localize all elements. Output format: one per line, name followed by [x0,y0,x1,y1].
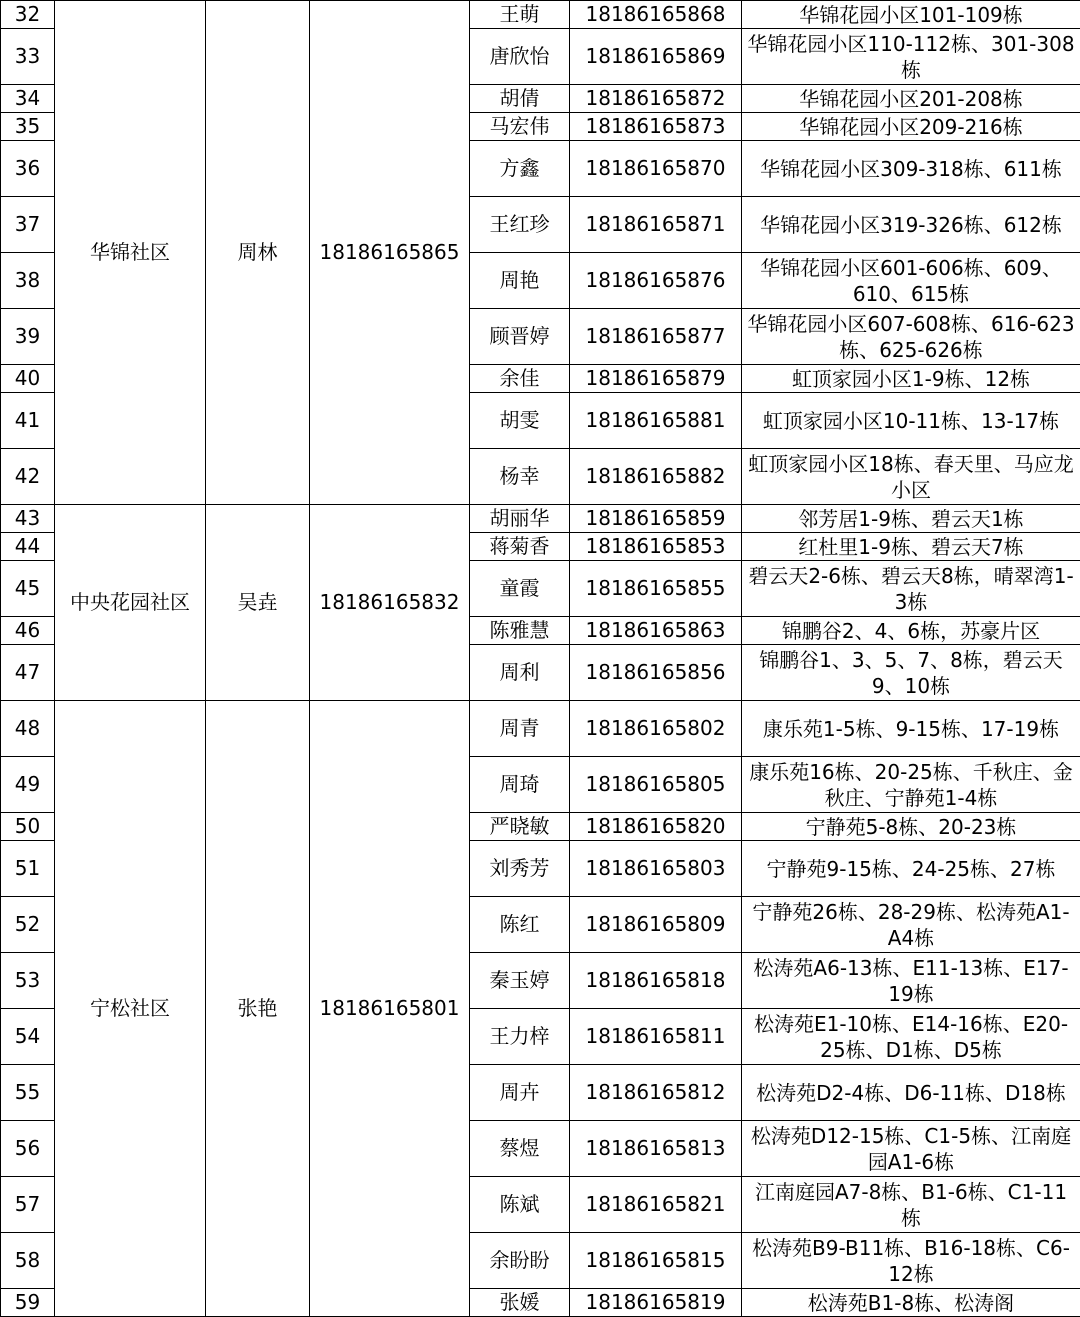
grid-worker-phone-cell: 18186165811 [570,1009,742,1065]
table-row [1,701,1080,757]
grid-area-cell: 松涛苑E1-10栋、E14-16栋、E20-25栋、D1栋、D5栋 [742,1009,1080,1065]
row-number-cell: 50 [1,813,55,841]
grid-worker-name-cell: 陈斌 [470,1177,570,1233]
grid-area-cell: 华锦花园小区201-208栋 [742,85,1080,113]
grid-worker-phone-cell: 18186165820 [570,813,742,841]
grid-worker-phone-cell: 18186165819 [570,1289,742,1317]
grid-worker-phone-cell: 18186165809 [570,897,742,953]
grid-worker-name-cell: 刘秀芳 [470,841,570,897]
grid-area-cell: 华锦花园小区209-216栋 [742,113,1080,141]
row-number-cell: 52 [1,897,55,953]
grid-worker-phone-cell: 18186165872 [570,85,742,113]
grid-worker-phone-cell: 18186165859 [570,505,742,533]
row-number-cell: 48 [1,701,55,757]
grid-worker-phone-cell: 18186165869 [570,29,742,85]
grid-worker-name-cell: 杨幸 [470,449,570,505]
row-number-cell: 33 [1,29,55,85]
grid-area-cell: 红杜里1-9栋、碧云天7栋 [742,533,1080,561]
grid-worker-name-cell: 胡倩 [470,85,570,113]
grid-worker-name-cell: 陈红 [470,897,570,953]
grid-area-cell: 宁静苑5-8栋、20-23栋 [742,813,1080,841]
row-number-cell: 40 [1,365,55,393]
grid-area-cell: 松涛苑B9-B11栋、B16-18栋、C6-12栋 [742,1233,1080,1289]
grid-area-cell: 华锦花园小区319-326栋、612栋 [742,197,1080,253]
row-number-cell: 49 [1,757,55,813]
row-number-cell: 56 [1,1121,55,1177]
grid-area-cell: 华锦花园小区607-608栋、616-623栋、625-626栋 [742,309,1080,365]
grid-worker-name-cell: 王力梓 [470,1009,570,1065]
grid-worker-phone-cell: 18186165855 [570,561,742,617]
grid-worker-name-cell: 周琦 [470,757,570,813]
grid-area-cell: 虹顶家园小区18栋、春天里、马应龙小区 [742,449,1080,505]
grid-worker-phone-cell: 18186165881 [570,393,742,449]
grid-worker-name-cell: 马宏伟 [470,113,570,141]
community-name-cell: 华锦社区 [55,1,206,505]
table-row [1,1,1080,29]
grid-area-cell: 康乐苑16栋、20-25栋、千秋庄、金秋庄、宁静苑1-4栋 [742,757,1080,813]
grid-worker-name-cell: 蒋菊香 [470,533,570,561]
grid-worker-name-cell: 余佳 [470,365,570,393]
grid-worker-phone-cell: 18186165812 [570,1065,742,1121]
grid-worker-phone-cell: 18186165868 [570,1,742,29]
grid-area-cell: 碧云天2-6栋、碧云天8栋，晴翠湾1-3栋 [742,561,1080,617]
grid-worker-phone-cell: 18186165853 [570,533,742,561]
community-leader-cell: 周林 [206,1,310,505]
grid-worker-name-cell: 王萌 [470,1,570,29]
grid-worker-name-cell: 唐欣怡 [470,29,570,85]
grid-worker-phone-cell: 18186165813 [570,1121,742,1177]
community-name-cell: 宁松社区 [55,701,206,1317]
grid-worker-name-cell: 周青 [470,701,570,757]
row-number-cell: 36 [1,141,55,197]
grid-worker-phone-cell: 18186165882 [570,449,742,505]
grid-area-cell: 松涛苑B1-8栋、松涛阁 [742,1289,1080,1317]
row-number-cell: 46 [1,617,55,645]
community-leader-cell: 张艳 [206,701,310,1317]
grid-worker-phone-cell: 18186165856 [570,645,742,701]
row-number-cell: 37 [1,197,55,253]
grid-area-cell: 锦鹏谷1、3、5、7、8栋，碧云天9、10栋 [742,645,1080,701]
grid-worker-phone-cell: 18186165873 [570,113,742,141]
community-leader-phone-cell: 18186165865 [310,1,470,505]
row-number-cell: 32 [1,1,55,29]
grid-worker-name-cell: 严晓敏 [470,813,570,841]
row-number-cell: 38 [1,253,55,309]
grid-area-cell: 虹顶家园小区10-11栋、13-17栋 [742,393,1080,449]
grid-worker-name-cell: 方鑫 [470,141,570,197]
row-number-cell: 59 [1,1289,55,1317]
grid-worker-phone-cell: 18186165821 [570,1177,742,1233]
grid-worker-phone-cell: 18186165870 [570,141,742,197]
row-number-cell: 45 [1,561,55,617]
grid-worker-phone-cell: 18186165876 [570,253,742,309]
grid-worker-phone-cell: 18186165863 [570,617,742,645]
grid-area-cell: 江南庭园A7-8栋、B1-6栋、C1-11栋 [742,1177,1080,1233]
row-number-cell: 53 [1,953,55,1009]
grid-area-cell: 虹顶家园小区1-9栋、12栋 [742,365,1080,393]
grid-worker-name-cell: 陈雅慧 [470,617,570,645]
grid-area-cell: 锦鹏谷2、4、6栋，苏豪片区 [742,617,1080,645]
grid-worker-name-cell: 张媛 [470,1289,570,1317]
grid-area-cell: 松涛苑A6-13栋、E11-13栋、E17-19栋 [742,953,1080,1009]
grid-worker-name-cell: 胡雯 [470,393,570,449]
grid-area-cell: 松涛苑D2-4栋、D6-11栋、D18栋 [742,1065,1080,1121]
community-leader-cell: 吴垚 [206,505,310,701]
grid-worker-name-cell: 余盼盼 [470,1233,570,1289]
row-number-cell: 41 [1,393,55,449]
grid-worker-name-cell: 周艳 [470,253,570,309]
grid-area-cell: 华锦花园小区309-318栋、611栋 [742,141,1080,197]
grid-worker-name-cell: 周卉 [470,1065,570,1121]
row-number-cell: 58 [1,1233,55,1289]
grid-area-cell: 康乐苑1-5栋、9-15栋、17-19栋 [742,701,1080,757]
grid-area-cell: 华锦花园小区601-606栋、609、610、615栋 [742,253,1080,309]
row-number-cell: 51 [1,841,55,897]
table-row [1,505,1080,533]
row-number-cell: 39 [1,309,55,365]
row-number-cell: 44 [1,533,55,561]
grid-worker-name-cell: 胡丽华 [470,505,570,533]
row-number-cell: 43 [1,505,55,533]
grid-area-cell: 宁静苑9-15栋、24-25栋、27栋 [742,841,1080,897]
row-number-cell: 35 [1,113,55,141]
row-number-cell: 42 [1,449,55,505]
grid-worker-name-cell: 秦玉婷 [470,953,570,1009]
row-number-cell: 55 [1,1065,55,1121]
grid-worker-name-cell: 蔡煜 [470,1121,570,1177]
grid-area-cell: 华锦花园小区101-109栋 [742,1,1080,29]
grid-worker-phone-cell: 18186165815 [570,1233,742,1289]
grid-area-cell: 华锦花园小区110-112栋、301-308栋 [742,29,1080,85]
grid-worker-name-cell: 周利 [470,645,570,701]
community-leader-phone-cell: 18186165832 [310,505,470,701]
grid-worker-name-cell: 顾晋婷 [470,309,570,365]
row-number-cell: 47 [1,645,55,701]
grid-worker-phone-cell: 18186165802 [570,701,742,757]
grid-worker-name-cell: 王红珍 [470,197,570,253]
grid-worker-phone-cell: 18186165818 [570,953,742,1009]
community-name-cell: 中央花园社区 [55,505,206,701]
grid-worker-phone-cell: 18186165877 [570,309,742,365]
grid-worker-phone-cell: 18186165803 [570,841,742,897]
table-body [1,1,1080,1317]
grid-area-cell: 松涛苑D12-15栋、C1-5栋、江南庭园A1-6栋 [742,1121,1080,1177]
row-number-cell: 57 [1,1177,55,1233]
row-number-cell: 34 [1,85,55,113]
grid-area-cell: 宁静苑26栋、28-29栋、松涛苑A1-A4栋 [742,897,1080,953]
grid-worker-phone-cell: 18186165805 [570,757,742,813]
grid-worker-phone-cell: 18186165871 [570,197,742,253]
row-number-cell: 54 [1,1009,55,1065]
grid-area-cell: 邻芳居1-9栋、碧云天1栋 [742,505,1080,533]
grid-worker-phone-cell: 18186165879 [570,365,742,393]
community-leader-phone-cell: 18186165801 [310,701,470,1317]
grid-worker-name-cell: 童霞 [470,561,570,617]
